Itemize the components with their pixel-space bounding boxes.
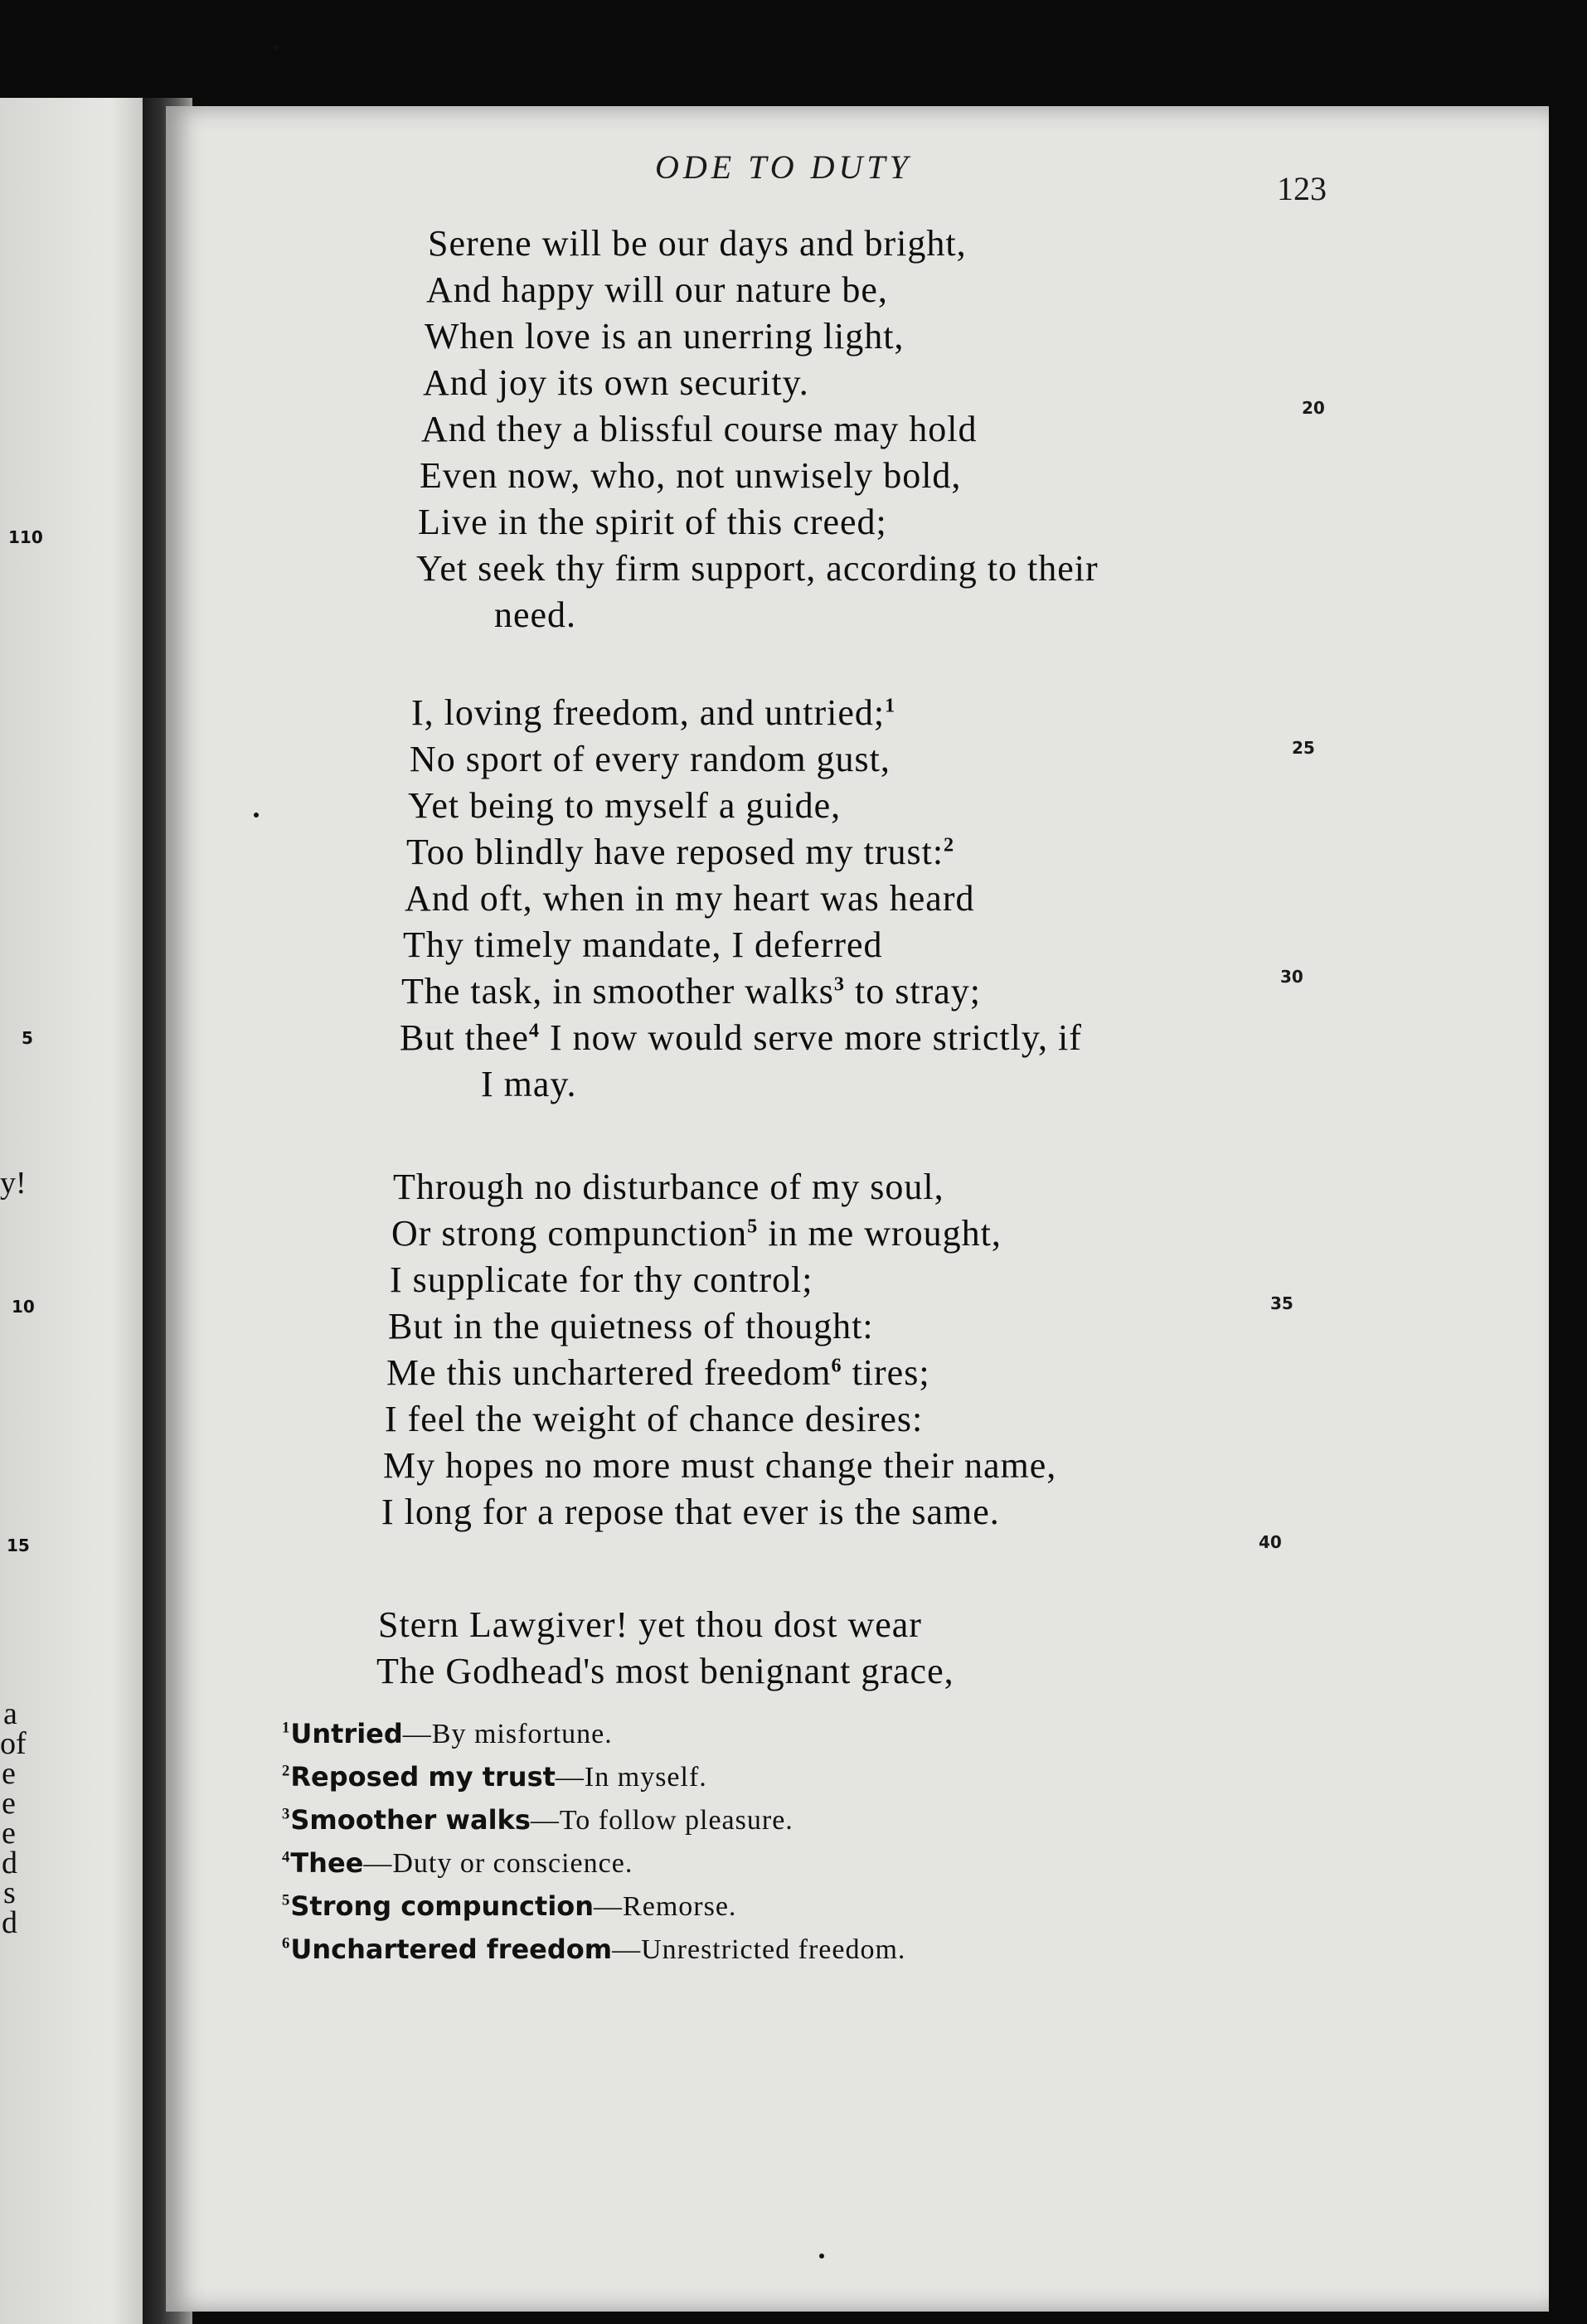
- poem-line: Serene will be our days and bright,: [428, 223, 967, 264]
- left-text-fragment: d: [2, 1846, 17, 1880]
- left-text-fragment: y!: [0, 1166, 27, 1201]
- poem-line: The Godhead's most benignant grace,: [376, 1651, 954, 1691]
- left-text-fragment: d: [2, 1905, 17, 1940]
- poem-line: Thy timely mandate, I deferred: [403, 924, 883, 965]
- poem-line-continuation: I may.: [481, 1064, 577, 1104]
- footnote: $^1$Untried—By misfortune.: [282, 1718, 613, 1749]
- running-head: ODE TO DUTY: [655, 148, 912, 186]
- left-text-fragment: a: [3, 1696, 17, 1731]
- poem-line: Stern Lawgiver! yet thou dost wear: [378, 1604, 922, 1645]
- page-number: 123: [1277, 170, 1327, 207]
- footnote-mark: 5: [747, 1215, 759, 1238]
- poem-line: Live in the spirit of this creed;: [418, 502, 887, 542]
- left-text-fragment: e: [2, 1816, 16, 1851]
- ink-speck: [819, 2254, 824, 2259]
- poem-line: When love is an unerring light,: [425, 316, 905, 357]
- poem-line: Even now, who, not unwisely bold,: [420, 455, 962, 496]
- left-text-fragment: e: [2, 1756, 16, 1791]
- poem-line-continuation: need.: [494, 594, 577, 635]
- poem-line: I long for a repose that ever is the same.: [381, 1492, 1000, 1532]
- footnote-mark: 2: [944, 833, 955, 856]
- left-text-fragment: of: [0, 1726, 27, 1761]
- left-line-number: 10: [12, 1297, 35, 1317]
- footnote-mark: 1: [885, 694, 896, 717]
- previous-page-edge: [0, 98, 158, 2324]
- poem-line: Me this unchartered freedom$^6$ tires;: [386, 1352, 930, 1393]
- left-line-number: 5: [22, 1028, 33, 1048]
- footnote: $^6$Unchartered freedom—Unrestricted freedom.: [282, 1933, 906, 1965]
- footnote-mark: 6: [831, 1354, 842, 1377]
- poem-line: And happy will our nature be,: [426, 269, 888, 310]
- line-number: 40: [1259, 1532, 1282, 1552]
- poem-line: I feel the weight of chance desires:: [385, 1399, 924, 1439]
- footnote: $^4$Thee—Duty or conscience.: [282, 1847, 633, 1879]
- poem-line: No sport of every random gust,: [410, 739, 891, 779]
- poem-line: And oft, when in my heart was heard: [405, 878, 975, 919]
- poem-line: Too blindly have reposed my trust:$^2$: [406, 832, 955, 872]
- line-number: 30: [1280, 967, 1303, 987]
- left-line-number: 15: [7, 1536, 30, 1555]
- poem-line: Yet seek thy firm support, according to their: [416, 548, 1099, 589]
- footnote: $^3$Smoother walks—To follow pleasure.: [282, 1804, 794, 1836]
- line-number: 20: [1302, 398, 1325, 418]
- ink-speck: [274, 45, 279, 50]
- poem-line: I supplicate for thy control;: [390, 1259, 813, 1300]
- poem-line: I, loving freedom, and untried;$^1$: [411, 692, 896, 733]
- line-number: 25: [1292, 738, 1315, 758]
- footnote: $^5$Strong compunction—Remorse.: [282, 1890, 737, 1922]
- poem-line: Yet being to myself a guide,: [408, 785, 842, 826]
- footnote-mark: 4: [528, 1019, 540, 1042]
- poem-line: Or strong compunction$^5$ in me wrought,: [391, 1213, 1002, 1254]
- poem-line: And joy its own security.: [423, 362, 809, 403]
- poem-line: But thee$^4$ I now would serve more strictly, if: [400, 1017, 1082, 1058]
- left-text-fragment: e: [2, 1786, 16, 1821]
- poem-line: And they a blissful course may hold: [421, 409, 978, 449]
- line-number: 35: [1270, 1293, 1293, 1313]
- poem-line: But in the quietness of thought:: [388, 1306, 874, 1346]
- footnote-mark: 3: [833, 973, 846, 996]
- poem-line: Through no disturbance of my soul,: [393, 1167, 944, 1207]
- ink-speck: [254, 813, 259, 818]
- footnote: $^2$Reposed my trust—In myself.: [282, 1761, 707, 1793]
- left-line-number: 110: [8, 527, 43, 547]
- poem-line: My hopes no more must change their name,: [383, 1445, 1057, 1486]
- poem-line: The task, in smoother walks$^3$ to stray;: [401, 971, 981, 1012]
- left-text-fragment: s: [3, 1875, 16, 1910]
